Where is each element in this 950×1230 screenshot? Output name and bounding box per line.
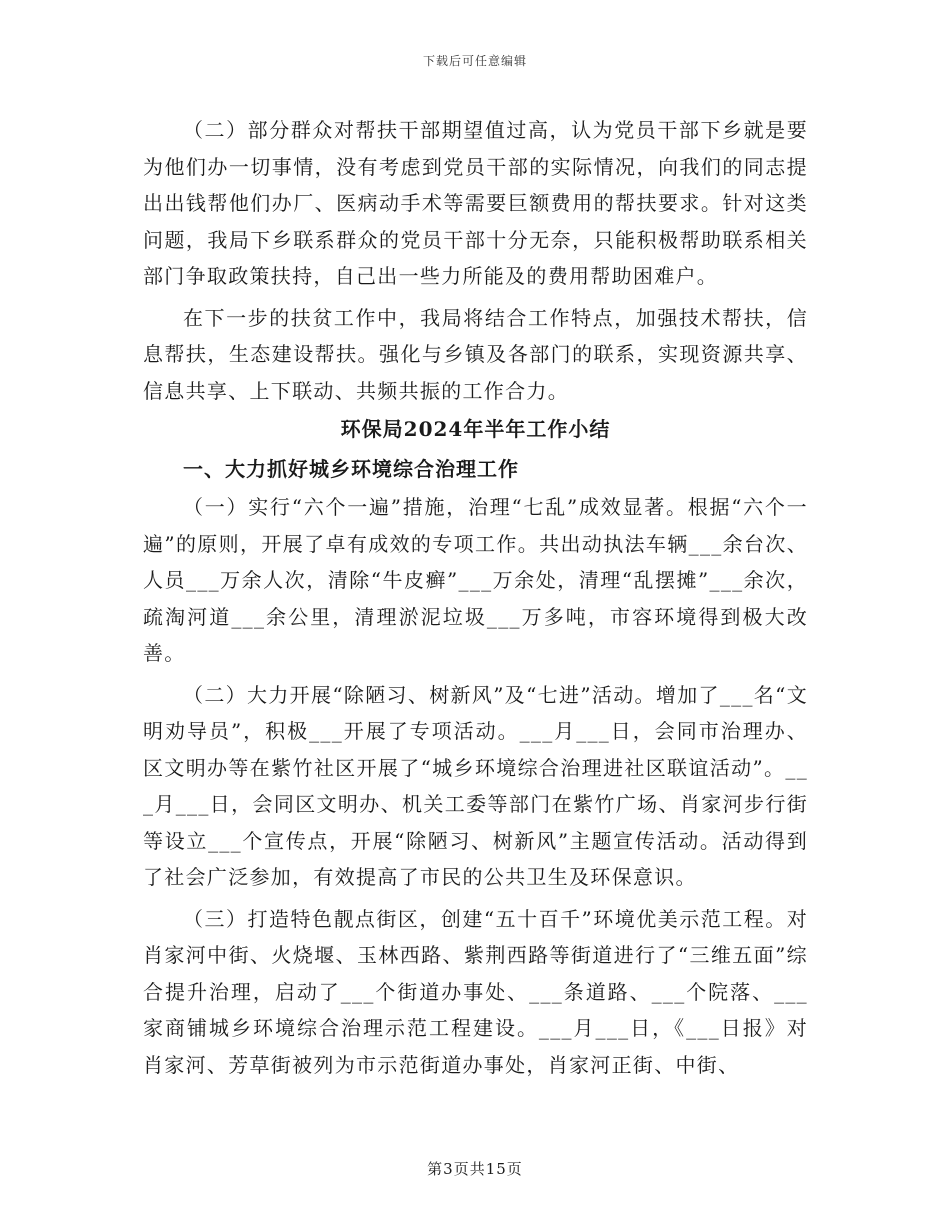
paragraph: 在下一步的扶贫工作中，我局将结合工作特点，加强技术帮扶，信息帮扶，生态建设帮扶。强化与乡镇及各部门的联系，实现资源共享、信息共享、上下联动、共频共振的工作合力。 bbox=[143, 305, 808, 403]
paragraph: （一）实行“六个一遍”措施，治理“七乱”成效显著。根据“六个一遍”的原则，开展了卓有成效的专项工作。共出动执法车辆___余台次、人员___万余人次，清除“牛皮癣”___万余处，清理“乱摆摊”___余次，疏淘河道___余公里，清理淤泥垃圾___万多吨，市容环境得到极大改善。 bbox=[143, 495, 808, 665]
page-footer: 第3页共15页 bbox=[427, 1160, 523, 1178]
paragraph: （二）部分群众对帮扶干部期望值过高，认为党员干部下乡就是要为他们办一切事情，没有考虑到党员干部的实际情况，向我们的同志提出出钱帮他们办厂、医病动手术等需要巨额费用的帮扶要求。针对这类问题，我局下乡联系群众的党员干部十分无奈，只能积极帮助联系相关部门争取政策扶持，自己出一些力所能及的费用帮助困难户。 bbox=[143, 118, 808, 288]
document-body bbox=[143, 112, 808, 1083]
paragraph: （二）大力开展“除陋习、树新风”及“七进”活动。增加了___名“文明劝导员”，积极___开展了专项活动。___月___日，会同市治理办、区文明办等在紫竹社区开展了“城乡环境综合治理进社区联谊活动”。___月___日，会同区文明办、机关工委等部门在紫竹广场、肖家河步行街等设立___个宣传点，开展“除陋习、树新风”主题宣传活动。活动得到了社会广泛参加，有效提高了市民的公共卫生及环保意识。 bbox=[143, 682, 808, 889]
page-header: 下载后可任意编辑 bbox=[422, 54, 527, 68]
section-title: 环保局2024年半年工作小结 bbox=[340, 417, 611, 441]
section-heading: 一、大力抓好城乡环境综合治理工作 bbox=[183, 457, 519, 481]
paragraph: （三）打造特色靓点街区，创建“五十百千”环境优美示范工程。对肖家河中街、火烧堰、玉林西路、紫荆西路等街道进行了“三维五面”综合提升治理，启动了___个街道办事处、___条道路、___个院落、___家商铺城乡环境综合治理示范工程建设。___月___日，《___日报》对肖家河、芳草街被列为市示范街道办事处，肖家河正街、中街、 bbox=[143, 906, 808, 1077]
